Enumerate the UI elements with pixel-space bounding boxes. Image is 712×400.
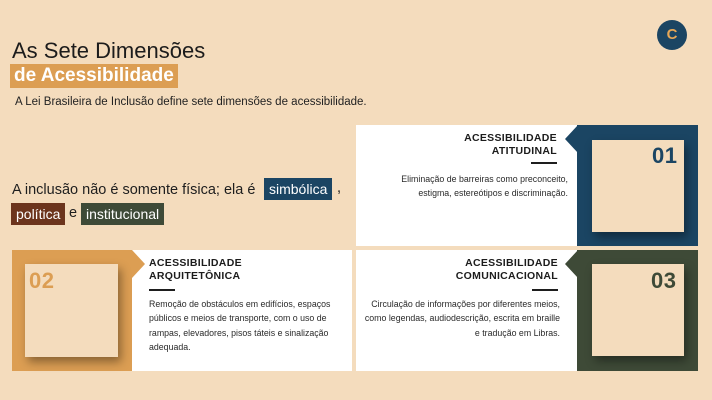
page-title: As Sete Dimensões <box>12 38 206 63</box>
brand-logo-icon <box>657 20 687 50</box>
card-communicational-body: Circulação de informações por diferentes meios, como legendas, audiodescrição, escrita em braille e tradução em Libras. <box>364 299 560 338</box>
card-architectural-body: Remoção de obstáculos em edifícios, espaços públicos e meios de transporte, com o uso de rampas, elevadores, pisos táteis e sinalização adequada. <box>149 299 331 352</box>
page-subtitle: A Lei Brasileira de Inclusão define sete dimensões de acessibilidade. <box>15 96 367 108</box>
card-communicational-heading-line1: ACESSIBILIDADE <box>465 257 558 269</box>
statement-comma: , <box>337 180 342 196</box>
card-attitudinal-number: 01 <box>652 143 678 168</box>
card-communicational-arrow <box>565 250 578 278</box>
card-communicational-number: 03 <box>651 268 677 293</box>
tag-political: política <box>11 203 65 225</box>
tag-institutional: institucional <box>81 203 164 225</box>
card-attitudinal-rule <box>531 162 557 164</box>
statement-conjunction: e <box>69 205 78 221</box>
card-architectural-number: 02 <box>29 268 55 293</box>
card-attitudinal-heading-line2: ATITUDINAL <box>491 145 557 157</box>
logo-letter: C <box>666 26 678 43</box>
card-architectural-rule <box>149 289 175 291</box>
card-architectural-heading-line1: ACESSIBILIDADE <box>149 257 242 269</box>
tag-symbolic: simbólica <box>264 178 332 200</box>
inclusion-statement: A inclusão não é somente física; ela é <box>12 182 256 198</box>
card-attitudinal-heading-line1: ACESSIBILIDADE <box>464 132 557 144</box>
card-communicational-heading-line2: COMUNICACIONAL <box>455 270 558 282</box>
card-architectural-heading-line2: ARQUITETÔNICA <box>149 270 241 282</box>
page-title-highlight: de Acessibilidade <box>10 64 178 88</box>
card-attitudinal-body: Eliminação de barreiras como preconceito, estigma, estereótipos e discriminação. <box>401 174 568 199</box>
card-communicational-rule <box>532 289 558 291</box>
card-attitudinal-arrow <box>565 125 578 153</box>
card-architectural-arrow <box>132 250 145 278</box>
